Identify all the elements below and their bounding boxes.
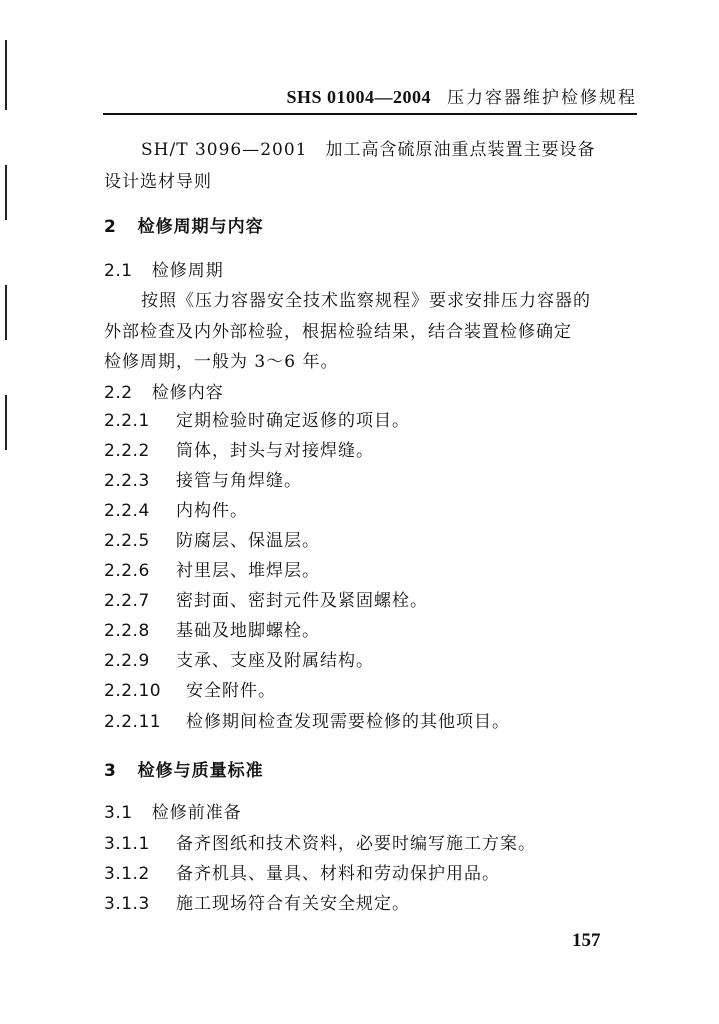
scan-edge-mark xyxy=(5,285,7,340)
list-item xyxy=(104,889,410,914)
item-text: 定期检验时确定返修的项目。 xyxy=(176,411,410,431)
section-number: 3 xyxy=(104,761,117,781)
item-text: 施工现场符合有关安全规定。 xyxy=(176,894,410,914)
section-number: 2 xyxy=(104,217,117,237)
header-rule xyxy=(103,113,637,115)
subsection-number: 2.2 xyxy=(104,383,133,403)
item-text: 基础及地脚螺栓。 xyxy=(176,621,320,641)
item-text: 衬里层、堆焊层。 xyxy=(176,561,320,581)
standard-code: SHS 01004—2004 xyxy=(286,87,431,107)
item-number: 2.2.9 xyxy=(104,651,150,671)
subsection-3-1 xyxy=(104,798,242,823)
list-item xyxy=(104,707,510,732)
item-number: 2.2.5 xyxy=(104,531,150,551)
scan-edge-mark xyxy=(5,395,7,450)
item-text: 内构件。 xyxy=(176,501,248,521)
list-item xyxy=(104,676,276,701)
item-text: 接管与角焊缝。 xyxy=(176,471,302,491)
item-number: 3.1.2 xyxy=(104,864,150,884)
subsection-number: 3.1 xyxy=(104,803,133,823)
item-number: 3.1.1 xyxy=(104,834,150,854)
list-item xyxy=(104,616,320,641)
item-number: 2.2.3 xyxy=(104,471,150,491)
reference-line-1: SH/T 3096—2001 加工高含硫原油重点装置主要设备 xyxy=(141,140,596,160)
running-header xyxy=(286,83,637,108)
item-text: 安全附件。 xyxy=(186,681,276,701)
subsection-2-2 xyxy=(104,378,224,403)
section-title: 检修与质量标准 xyxy=(137,761,264,781)
item-text: 密封面、密封元件及紧固螺栓。 xyxy=(176,591,428,611)
list-item xyxy=(104,466,302,491)
page-number: 157 xyxy=(572,930,601,951)
item-number: 2.2.8 xyxy=(104,621,150,641)
paragraph-line: 外部检查及内外部检验，根据检验结果，结合装置检修确定 xyxy=(104,322,572,342)
item-number: 2.2.11 xyxy=(104,712,162,732)
section-2-heading xyxy=(104,212,264,237)
subsection-number: 2.1 xyxy=(104,261,133,281)
item-number: 2.2.6 xyxy=(104,561,150,581)
list-item xyxy=(104,829,536,854)
list-item xyxy=(104,556,320,581)
list-item xyxy=(104,526,320,551)
item-number: 2.2.10 xyxy=(104,681,162,701)
paragraph-line: 检修周期，一般为 3～6 年。 xyxy=(104,352,339,372)
item-text: 支承、支座及附属结构。 xyxy=(176,651,374,671)
scan-edge-mark xyxy=(5,165,7,220)
item-number: 2.2.2 xyxy=(104,441,150,461)
item-text: 防腐层、保温层。 xyxy=(176,531,320,551)
paragraph-line: 按照《压力容器安全技术监察规程》要求安排压力容器的 xyxy=(141,291,591,311)
item-text: 筒体，封头与对接焊缝。 xyxy=(176,441,374,461)
subsection-title: 检修前准备 xyxy=(151,803,242,823)
list-item xyxy=(104,436,374,461)
subsection-title: 检修内容 xyxy=(151,383,224,403)
item-number: 2.2.7 xyxy=(104,591,150,611)
section-title: 检修周期与内容 xyxy=(137,217,264,237)
list-item xyxy=(104,496,248,521)
list-item xyxy=(104,646,374,671)
item-number: 3.1.3 xyxy=(104,894,150,914)
scan-edge-mark xyxy=(5,40,7,110)
section-3-heading xyxy=(104,756,264,781)
standard-title: 压力容器维护检修规程 xyxy=(447,88,637,108)
item-number: 2.2.1 xyxy=(104,411,150,431)
list-item xyxy=(104,859,500,884)
subsection-2-1 xyxy=(104,256,224,281)
subsection-title: 检修周期 xyxy=(151,261,224,281)
item-number: 2.2.4 xyxy=(104,501,150,521)
item-text: 备齐机具、量具、材料和劳动保护用品。 xyxy=(176,864,500,884)
list-item xyxy=(104,406,410,431)
list-item xyxy=(104,586,428,611)
item-text: 检修期间检查发现需要检修的其他项目。 xyxy=(186,712,510,732)
item-text: 备齐图纸和技术资料，必要时编写施工方案。 xyxy=(176,834,536,854)
reference-line-2: 设计选材导则 xyxy=(104,172,212,192)
